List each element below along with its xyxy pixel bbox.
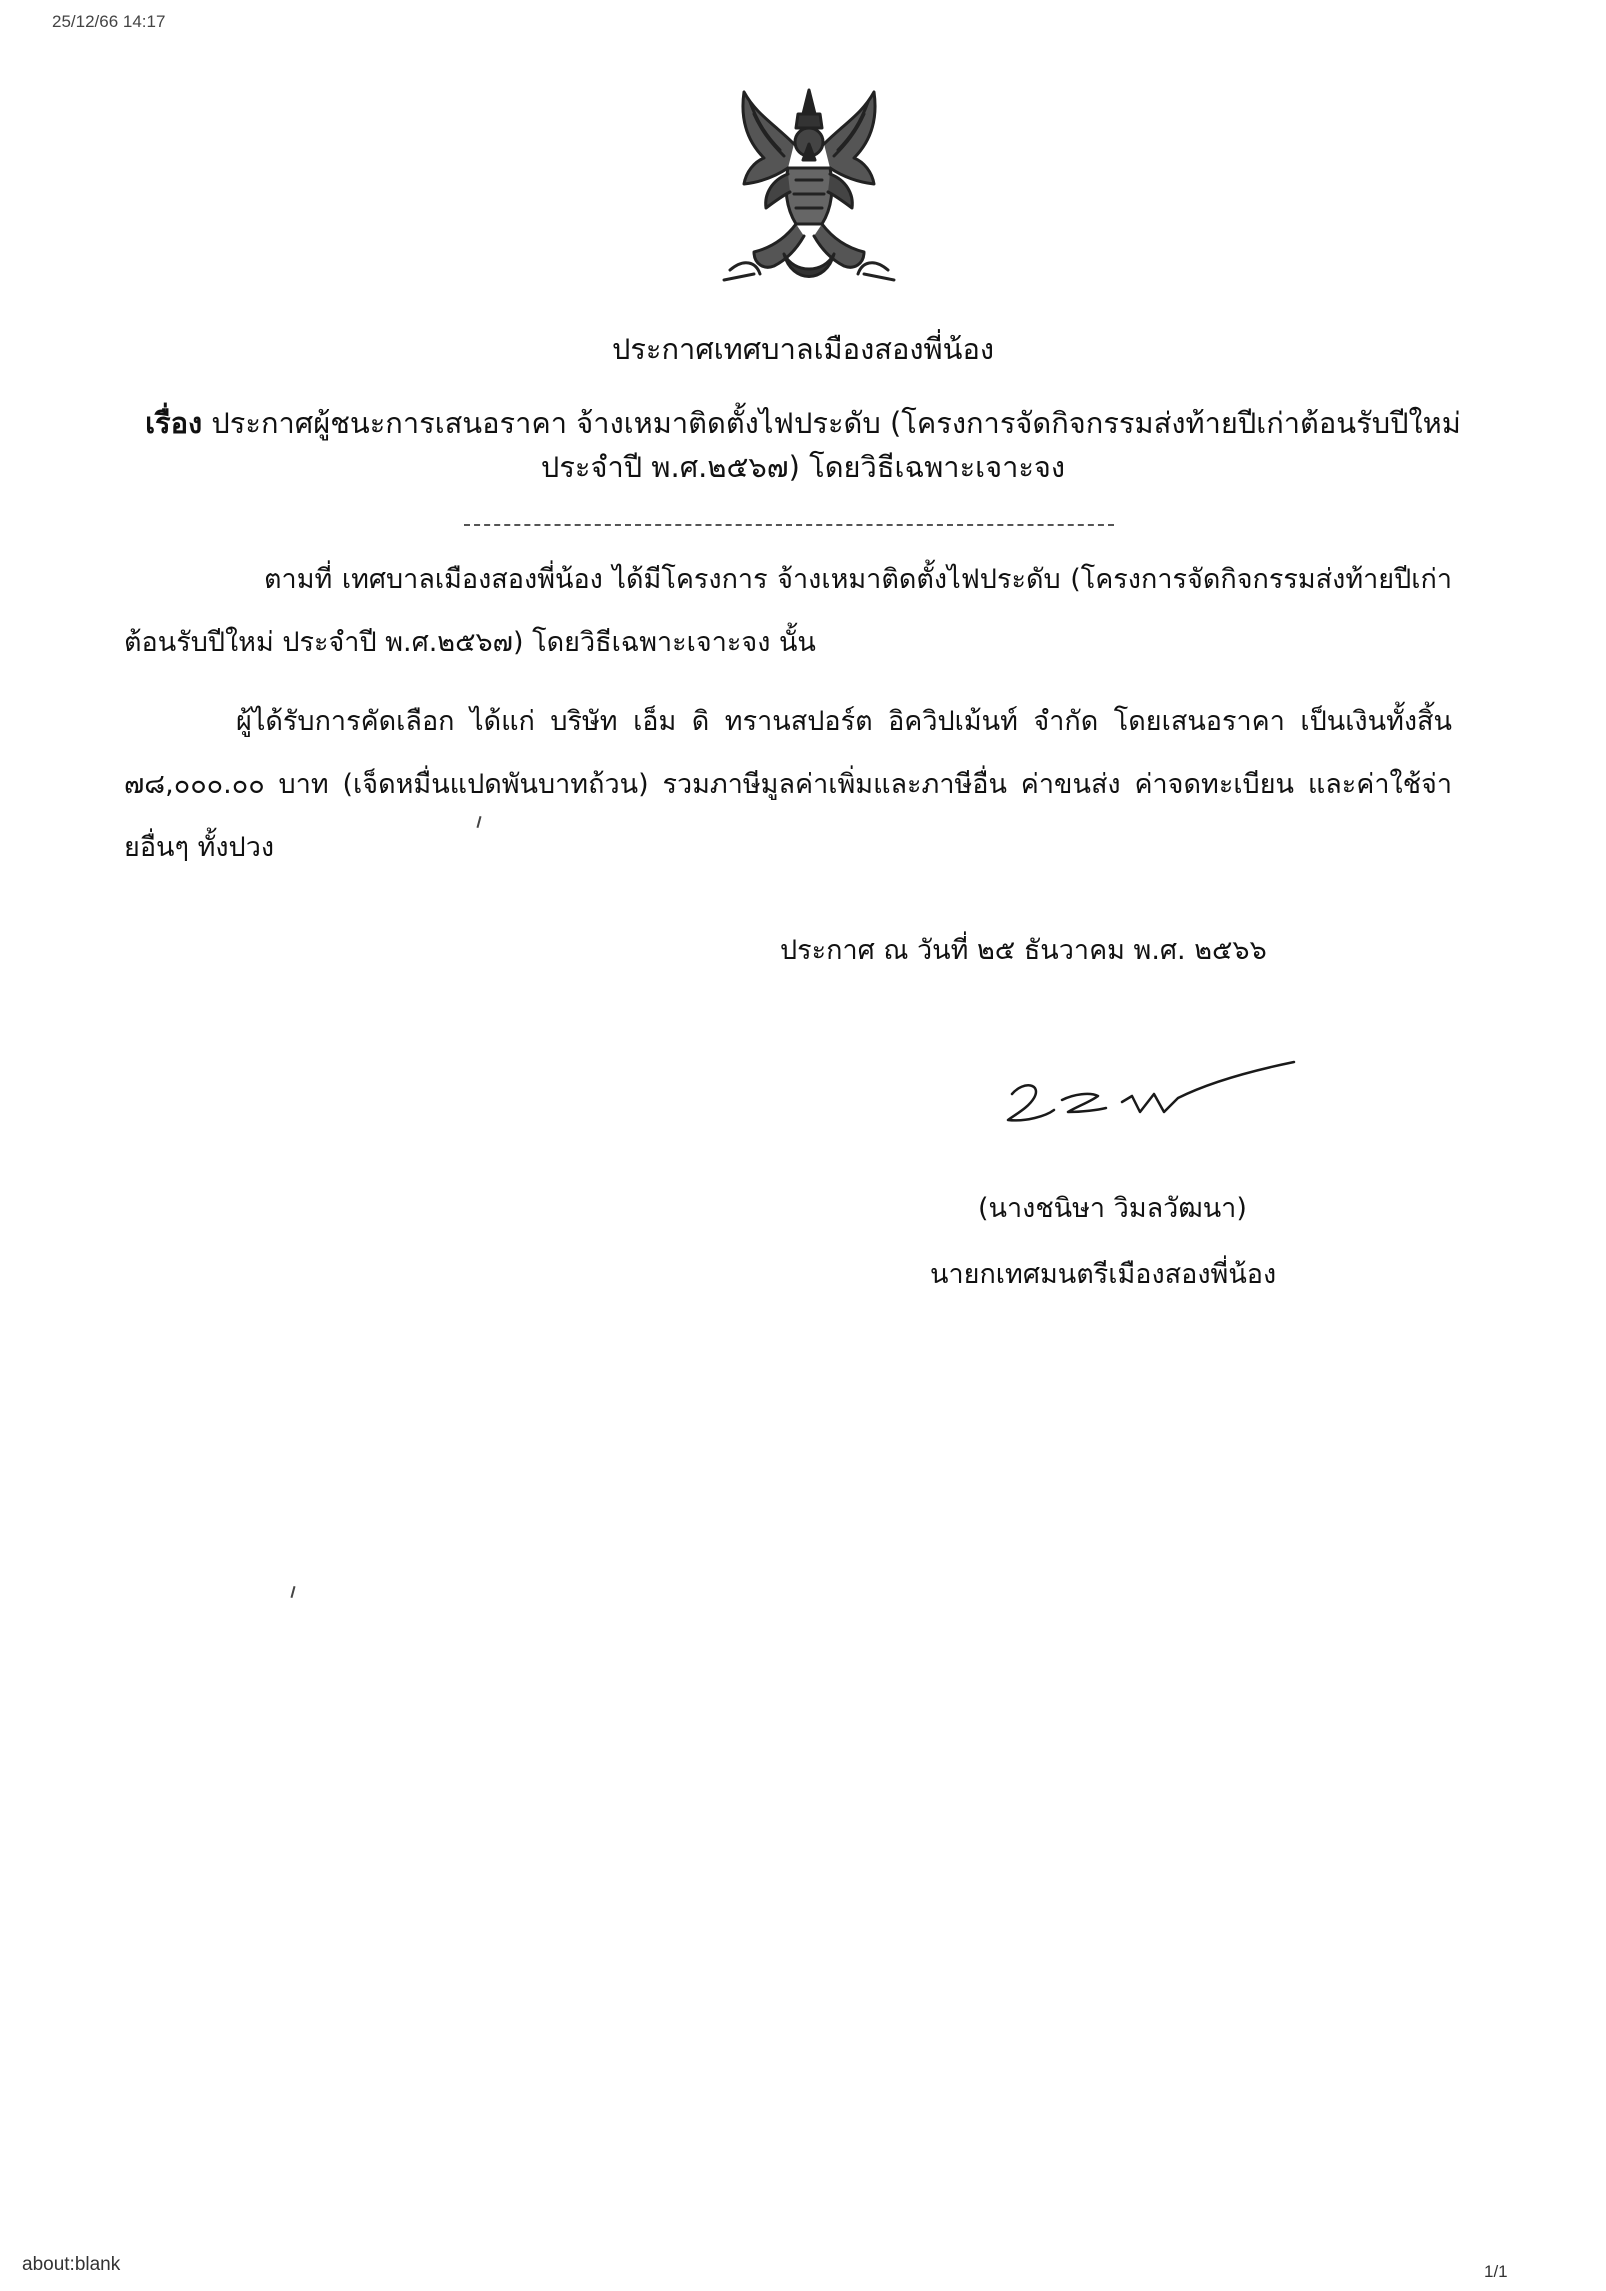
document-title: ประกาศเทศบาลเมืองสองพี่น้อง: [611, 332, 995, 366]
garuda-emblem-icon: [714, 84, 904, 296]
signer-name: (นางชนิษา วิมลวัฒนา): [978, 1193, 1247, 1224]
signer-position: นายกเทศมนตรีเมืองสองพี่น้อง: [930, 1259, 1277, 1290]
announcement-date: ประกาศ ณ วันที่ ๒๕ ธันวาคม พ.ศ. ๒๕๖๖: [780, 935, 1267, 966]
subject-line-2: ประจำปี พ.ศ.๒๕๖๗) โดยวิธีเฉพาะเจาะจง: [540, 450, 1066, 484]
subject-text-1: ประกาศผู้ชนะการเสนอราคา จ้างเหมาติดตั้งไฟประดับ (โครงการจัดกิจกรรมส่งท้ายปีเก่าต้อนรับปีใหม่: [211, 406, 1461, 440]
print-timestamp: 25/12/66 14:17: [52, 12, 166, 31]
subject-line-1: [0, 400, 1606, 446]
footer-page-number: 1/1: [1484, 2262, 1508, 2281]
scan-mark: [290, 1586, 295, 1598]
footer-url: about:blank: [22, 2254, 121, 2275]
divider-line: [464, 524, 1114, 526]
subject-label: เรื่อง: [145, 406, 203, 440]
body-paragraph-1: ตามที่ เทศบาลเมืองสองพี่น้อง ได้มีโครงการ จ้างเหมาติดตั้งไฟประดับ (โครงการจัดกิจกรรมส่งท้ายปีเก่าต้อนรับปีใหม่ ประจำปี พ.ศ.๒๕๖๗) โดยวิธีเฉพาะเจาะจง นั้น: [124, 564, 1452, 658]
signature-icon: [994, 1040, 1314, 1140]
body-paragraph-2: ผู้ได้รับการคัดเลือก ได้แก่ บริษัท เอ็ม ดิ ทรานสปอร์ต อิควิปเม้นท์ จำกัด โดยเสนอราคา เป็นเงินทั้งสิ้น ๗๘,๐๐๐.๐๐ บาท (เจ็ดหมื่นแปดพันบาทถ้วน) รวมภาษีมูลค่าเพิ่มและภาษีอื่น ค่าขนส่ง ค่าจดทะเบียน และค่าใช้จ่ายอื่นๆ ทั้งปวง: [124, 706, 1452, 863]
